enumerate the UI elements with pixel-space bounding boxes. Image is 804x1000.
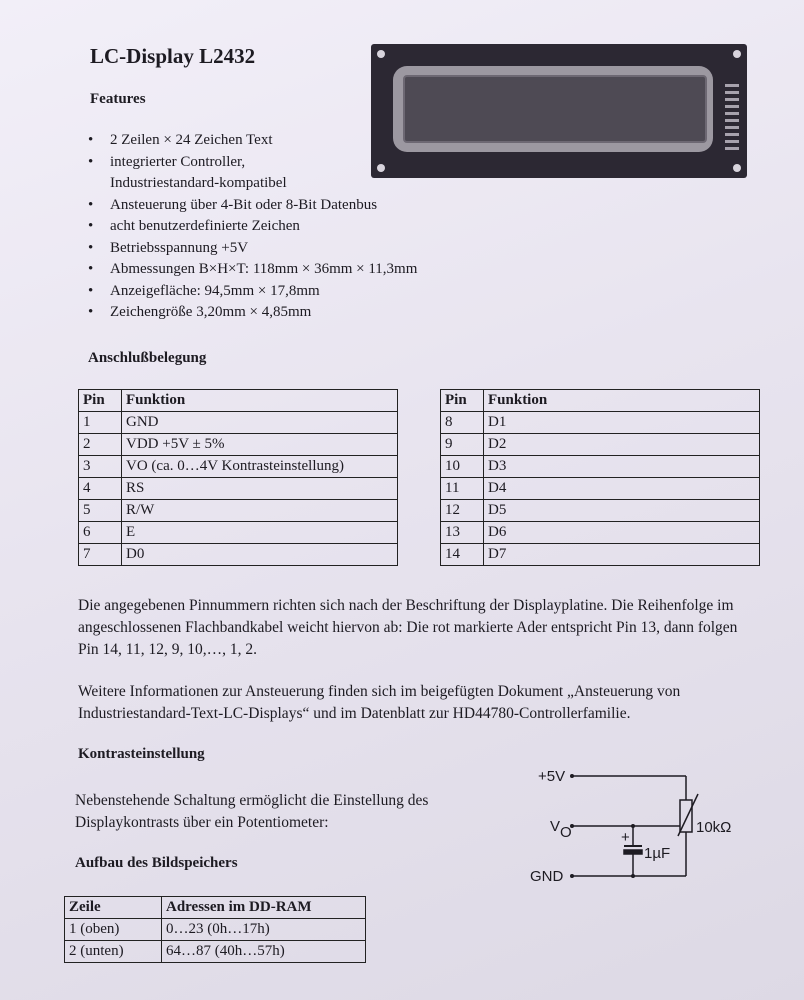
table-row [441, 522, 760, 544]
feature-item [88, 259, 417, 281]
pin-function: D1 [484, 412, 760, 434]
pin-number: 3 [79, 456, 122, 478]
label-pot-value: 10kΩ [696, 819, 732, 836]
col-funktion: Funktion [122, 390, 398, 412]
table-row [441, 500, 760, 522]
ram-addresses: 0…23 (0h…17h) [162, 919, 366, 941]
pin-function: D0 [122, 544, 398, 566]
feature-text: Abmessungen B×H×T: 118mm × 36mm × 11,3mm [110, 261, 418, 277]
table-header-row [79, 390, 398, 412]
contrast-paragraph: Nebenstehende Schaltung ermöglicht die Einstellung des Displaykontrasts über ein Potentiometer: [75, 792, 429, 831]
table-row [79, 412, 398, 434]
col-pin: Pin [79, 390, 122, 412]
pin-number: 9 [441, 434, 484, 456]
terminal-gnd [570, 874, 574, 878]
lcd-module-image [371, 44, 747, 178]
feature-item [88, 281, 417, 303]
pin-number: 1 [79, 412, 122, 434]
pin-function: R/W [122, 500, 398, 522]
pin-number: 7 [79, 544, 122, 566]
lcd-bezel [393, 66, 713, 152]
more-info-paragraph: Weitere Informationen zur Ansteuerung finden sich im beigefügten Dokument „Ansteuerung von Industriestandard-Text-LC-Displays“ und im Datenblatt zur HD44780-Controllerfamilie. [78, 683, 681, 722]
pin-number: 10 [441, 456, 484, 478]
pin-function: VO (ca. 0…4V Kontrasteinstellung) [122, 456, 398, 478]
pin-function: GND [122, 412, 398, 434]
table-row [441, 456, 760, 478]
table-row [441, 434, 760, 456]
col-adressen: Adressen im DD-RAM [162, 897, 366, 919]
label-vo: V [550, 818, 561, 835]
feature-item [88, 130, 417, 152]
pin-function: D7 [484, 544, 760, 566]
feature-text: acht benutzerdefinierte Zeichen [110, 218, 300, 234]
lcd-pin-header [725, 84, 739, 154]
col-zeile: Zeile [65, 897, 162, 919]
table-row [79, 522, 398, 544]
capacitor-plate-bottom [624, 850, 642, 854]
ram-addresses: 64…87 (40h…57h) [162, 941, 366, 963]
terminal-5v [570, 774, 574, 778]
label-vo-sub: O [560, 824, 572, 841]
ram-line: 1 (oben) [65, 919, 162, 941]
table-header-row [65, 897, 366, 919]
pin-function: E [122, 522, 398, 544]
junction-dot [631, 874, 635, 878]
pin-number: 4 [79, 478, 122, 500]
feature-item [88, 216, 417, 238]
page-title: LC-Display L2432 [90, 44, 256, 68]
table-row [79, 456, 398, 478]
pin-number: 8 [441, 412, 484, 434]
table-row [441, 544, 760, 566]
feature-text: Betriebsspannung +5V [110, 239, 249, 256]
features-list [88, 130, 417, 324]
label-cap-plus: + [621, 829, 630, 846]
pin-function: VDD +5V ± 5% [122, 434, 398, 456]
feature-item [88, 195, 417, 217]
ddram-table [64, 896, 366, 963]
pin-function: D2 [484, 434, 760, 456]
feature-text: Anzeigefläche: 94,5mm × 17,8mm [110, 282, 320, 299]
label-gnd: GND [530, 868, 564, 885]
junction-dot [631, 824, 635, 828]
pin-note-paragraph: Die angegebenen Pinnummern richten sich nach der Beschriftung der Displayplatine. Die Reihenfolge im angeschlossenen Flachbandkabel weicht hiervon ab: Die rot markierte Ader entspricht Pin 13, dann folgen Pin 14, 11, 12, 9, 10,…, 1, 2. [78, 597, 738, 658]
pin-number: 14 [441, 544, 484, 566]
mounting-hole [733, 164, 741, 172]
feature-item [88, 238, 417, 260]
pin-function: D5 [484, 500, 760, 522]
table-row [79, 500, 398, 522]
mounting-hole [733, 50, 741, 58]
table-row [65, 919, 366, 941]
table-row [79, 478, 398, 500]
pin-function: D6 [484, 522, 760, 544]
feature-item [88, 302, 417, 324]
pin-number: 13 [441, 522, 484, 544]
feature-text: integrierter Controller, [110, 153, 246, 170]
contrast-heading: Kontrasteinstellung [78, 746, 205, 762]
table-row [79, 434, 398, 456]
feature-item [88, 152, 417, 195]
pin-number: 6 [79, 522, 122, 544]
pin-number: 11 [441, 478, 484, 500]
pin-function: D4 [484, 478, 760, 500]
pin-number: 2 [79, 434, 122, 456]
ram-heading: Aufbau des Bildspeichers [75, 855, 238, 871]
pin-number: 5 [79, 500, 122, 522]
table-header-row [441, 390, 760, 412]
feature-text: Zeichengröße 3,20mm × 4,85mm [110, 304, 312, 320]
table-row [441, 478, 760, 500]
label-5v: +5V [538, 768, 566, 785]
lcd-screen [403, 75, 707, 143]
table-row [79, 544, 398, 566]
col-funktion: Funktion [484, 390, 760, 412]
table-row [441, 412, 760, 434]
col-pin: Pin [441, 390, 484, 412]
pin-number: 12 [441, 500, 484, 522]
pinout-table-left [78, 389, 398, 566]
mounting-hole [377, 50, 385, 58]
pinout-table-right [440, 389, 760, 566]
table-row [65, 941, 366, 963]
label-cap-value: 1µF [644, 845, 671, 862]
features-heading: Features [90, 91, 146, 107]
feature-subtext: Industriestandard-kompatibel [110, 175, 287, 191]
ram-line: 2 (unten) [65, 941, 162, 963]
feature-text: 2 Zeilen × 24 Zeichen Text [110, 132, 273, 148]
pin-function: D3 [484, 456, 760, 478]
feature-text: Ansteuerung über 4-Bit oder 8-Bit Datenbus [110, 196, 378, 213]
contrast-circuit-diagram [520, 760, 780, 890]
pin-function: RS [122, 478, 398, 500]
pinout-heading: Anschlußbelegung [88, 350, 207, 366]
